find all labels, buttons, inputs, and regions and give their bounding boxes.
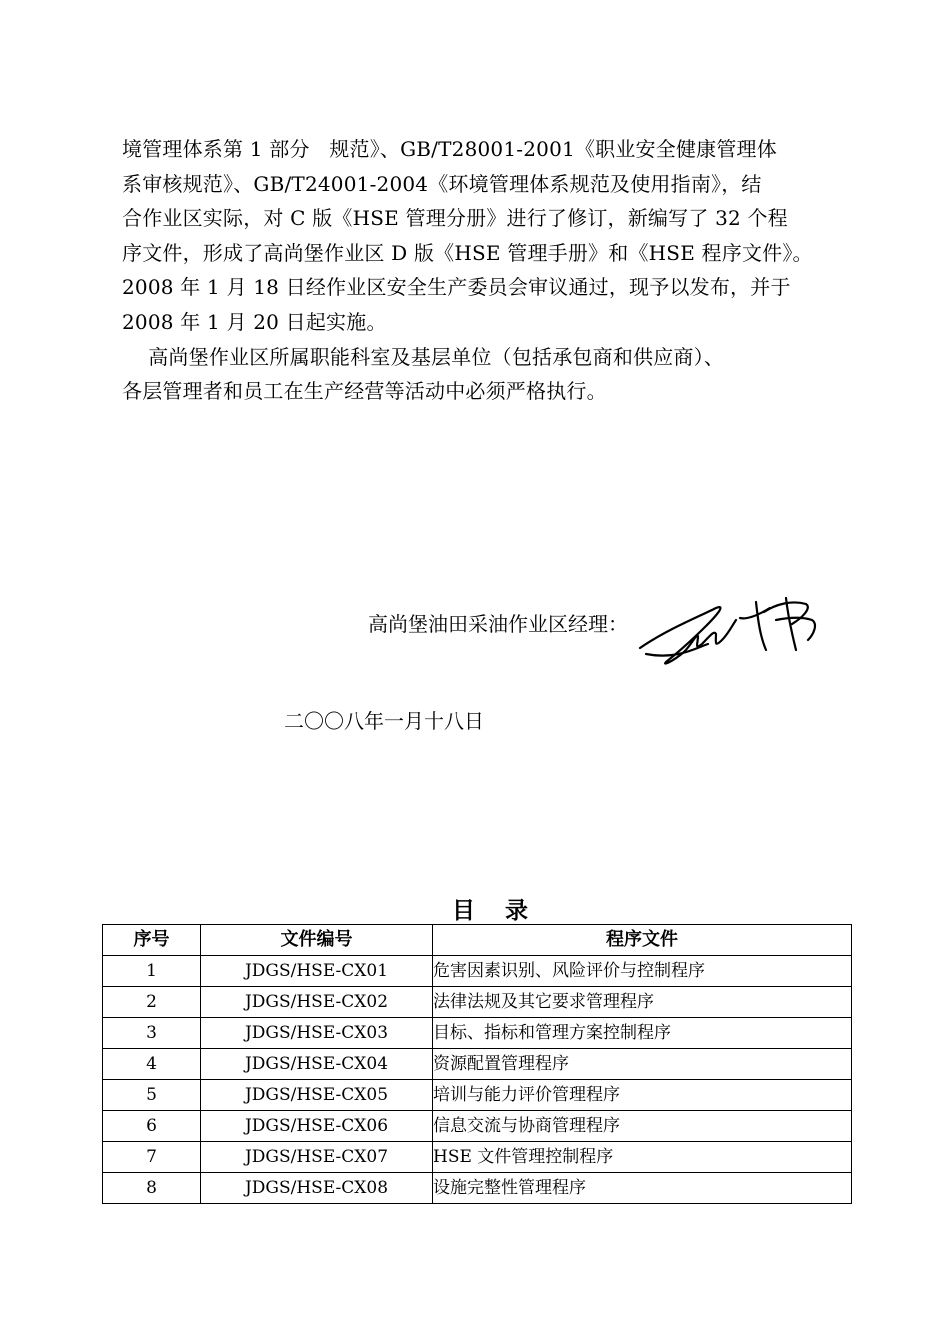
body-line: 2008 年 1 月 18 日经作业区安全生产委员会审议通过，现予以发布，并于	[122, 275, 791, 300]
body-line: 各层管理者和员工在生产经营等活动中必须严格执行。	[122, 379, 607, 404]
body-line: 序文件，形成了高尚堡作业区 D 版《HSE 管理手册》和《HSE 程序文件》。	[122, 240, 813, 265]
body-line: 合作业区实际，对 C 版《HSE 管理分册》进行了修订，新编写了 32 个程	[122, 206, 788, 231]
row-name: 危害因素识别、风险评价与控制程序	[433, 956, 852, 987]
row-code: JDGS/HSE-CX08	[201, 1173, 433, 1204]
toc-header-name: 程序文件	[433, 925, 852, 956]
row-name: 培训与能力评价管理程序	[433, 1080, 852, 1111]
handwritten-signature	[636, 590, 836, 672]
toc-header-row	[103, 925, 852, 956]
row-code: JDGS/HSE-CX06	[201, 1111, 433, 1142]
row-num: 1	[103, 956, 201, 987]
table-row	[103, 1018, 852, 1049]
row-num: 2	[103, 987, 201, 1018]
table-row	[103, 1173, 852, 1204]
body-text	[122, 132, 842, 409]
table-row	[103, 1142, 852, 1173]
table-row	[103, 987, 852, 1018]
row-code: JDGS/HSE-CX03	[201, 1018, 433, 1049]
table-row	[103, 1049, 852, 1080]
row-code: JDGS/HSE-CX02	[201, 987, 433, 1018]
row-name: HSE 文件管理控制程序	[433, 1142, 852, 1173]
table-row	[103, 1080, 852, 1111]
row-code: JDGS/HSE-CX07	[201, 1142, 433, 1173]
row-code: JDGS/HSE-CX05	[201, 1080, 433, 1111]
row-num: 7	[103, 1142, 201, 1173]
toc-table	[102, 924, 852, 1204]
signature-label: 高尚堡油田采油作业区经理：	[368, 612, 628, 636]
row-code: JDGS/HSE-CX01	[201, 956, 433, 987]
table-row	[103, 956, 852, 987]
row-num: 3	[103, 1018, 201, 1049]
row-num: 4	[103, 1049, 201, 1080]
row-num: 8	[103, 1173, 201, 1204]
issue-date: 二〇〇八年一月十八日	[284, 709, 484, 733]
toc-header-num: 序号	[103, 925, 201, 956]
body-line: 境管理体系第 1 部分 规范》、GB/T28001-2001《职业安全健康管理体	[122, 137, 777, 161]
table-row	[103, 1111, 852, 1142]
row-code: JDGS/HSE-CX04	[201, 1049, 433, 1080]
row-name: 法律法规及其它要求管理程序	[433, 987, 852, 1018]
row-num: 5	[103, 1080, 201, 1111]
row-name: 信息交流与协商管理程序	[433, 1111, 852, 1142]
body-line: 系审核规范》、GB/T24001-2004《环境管理体系规范及使用指南》，结	[122, 171, 762, 196]
toc-header-code: 文件编号	[201, 925, 433, 956]
row-num: 6	[103, 1111, 201, 1142]
body-line: 2008 年 1 月 20 日起实施。	[122, 309, 387, 334]
row-name: 资源配置管理程序	[433, 1049, 852, 1080]
toc-title: 目录	[452, 898, 558, 924]
row-name: 设施完整性管理程序	[433, 1173, 852, 1204]
body-line: 高尚堡作业区所属职能科室及基层单位（包括承包商和供应商）、	[122, 344, 725, 369]
row-name: 目标、指标和管理方案控制程序	[433, 1018, 852, 1049]
